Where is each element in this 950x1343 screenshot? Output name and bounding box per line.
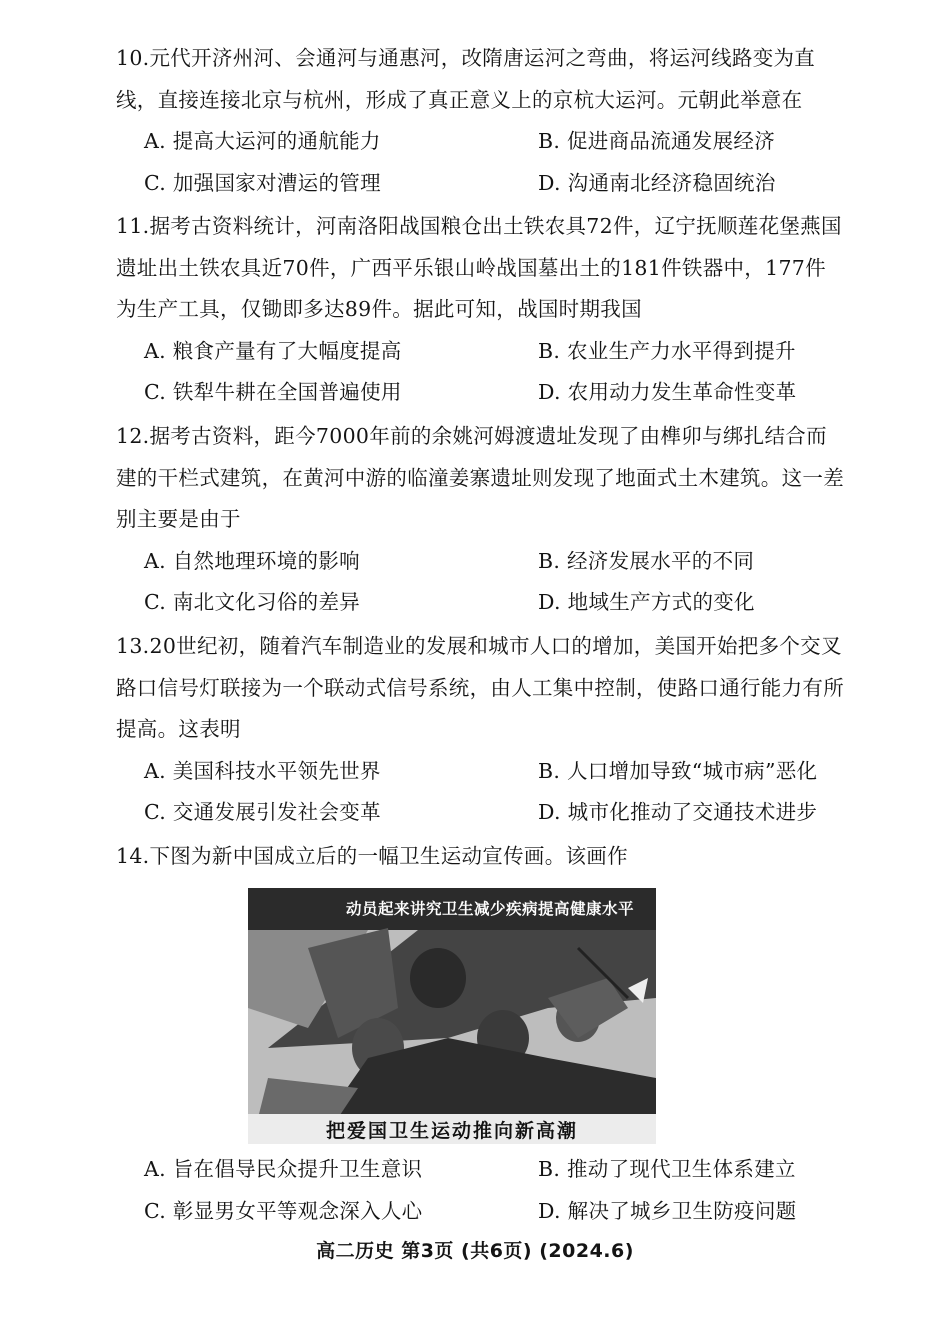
question-14 [116, 836, 846, 878]
option-c: C. 加强国家对漕运的管理 [144, 170, 381, 195]
question-13 [116, 626, 846, 834]
page-footer: 高二历史 第3页 (共6页) (2024.6) [316, 1240, 634, 1262]
poster-bottom-slogan: 把爱国卫生运动推向新高潮 [248, 1114, 656, 1144]
option-b: B. 推动了现代卫生体系建立 [538, 1157, 796, 1181]
question-10 [116, 38, 846, 204]
options-row [116, 1149, 846, 1191]
option-b: B. 农业生产力水平得到提升 [538, 338, 796, 363]
option-a: A. 提高大运河的通航能力 [144, 129, 381, 153]
option-d: D. 沟通南北经济稳固统治 [538, 170, 776, 195]
option-c: C. 彰显男女平等观念深入人心 [144, 1198, 423, 1223]
option-a: A. 自然地理环境的影响 [144, 548, 360, 573]
options-row [116, 582, 846, 624]
options-row [116, 163, 846, 205]
poster-top-slogan: 动员起来讲究卫生减少疾病提高健康水平 [345, 899, 634, 918]
options-row [116, 1191, 846, 1233]
options-row [116, 121, 846, 163]
option-c: C. 南北文化习俗的差异 [144, 590, 361, 614]
question-stem: 14.下图为新中国成立后的一幅卫生运动宣传画。该画作 [116, 844, 628, 868]
hygiene-propaganda-poster [248, 888, 656, 1144]
options-row [116, 372, 846, 414]
option-a: A. 粮食产量有了大幅度提高 [144, 338, 402, 363]
options-row [116, 751, 846, 793]
option-d: D. 地域生产方式的变化 [538, 590, 755, 614]
option-b: B. 促进商品流通发展经济 [538, 129, 775, 153]
question-11 [116, 206, 846, 414]
option-d: D. 城市化推动了交通技术进步 [538, 800, 818, 824]
option-d: D. 农用动力发生革命性变革 [538, 380, 797, 404]
question-12 [116, 416, 846, 624]
question-stem: 13.20世纪初，随着汽车制造业的发展和城市人口的增加，美国开始把多个交叉路口信号灯联接为一个联动式信号系统，由人工集中控制，使路口通行能力有所提高。这表明 [116, 634, 844, 741]
option-a: A. 旨在倡导民众提升卫生意识 [144, 1157, 423, 1181]
option-c: C. 交通发展引发社会变革 [144, 800, 381, 824]
question-stem: 11.据考古资料统计，河南洛阳战国粮仓出土铁农具72件，辽宁抚顺莲花堡燕国遗址出土铁农具近70件，广西平乐银山岭战国墓出土的181件铁器中，177件为生产工具，仅锄即多达89件。据此可知，战国时期我国 [116, 214, 842, 321]
question-stem: 12.据考古资料，距今7000年前的余姚河姆渡遗址发现了由榫卯与绑扎结合而建的干栏式建筑，在黄河中游的临潼姜寨遗址则发现了地面式土木建筑。这一差别主要是由于 [116, 424, 844, 531]
option-a: A. 美国科技水平领先世界 [144, 758, 381, 783]
question-stem: 10.元代开济州河、会通河与通惠河，改隋唐运河之弯曲，将运河线路变为直线，直接连接北京与杭州，形成了真正意义上的京杭大运河。元朝此举意在 [116, 46, 816, 112]
question-14-options [116, 1149, 846, 1232]
options-row [116, 792, 846, 834]
options-row [116, 541, 846, 583]
option-b: B. 经济发展水平的不同 [538, 548, 755, 573]
option-c: C. 铁犁牛耕在全国普遍使用 [144, 380, 402, 404]
options-row [116, 331, 846, 373]
option-d: D. 解决了城乡卫生防疫问题 [538, 1198, 797, 1223]
option-b: B. 人口增加导致“城市病”恶化 [538, 758, 818, 783]
